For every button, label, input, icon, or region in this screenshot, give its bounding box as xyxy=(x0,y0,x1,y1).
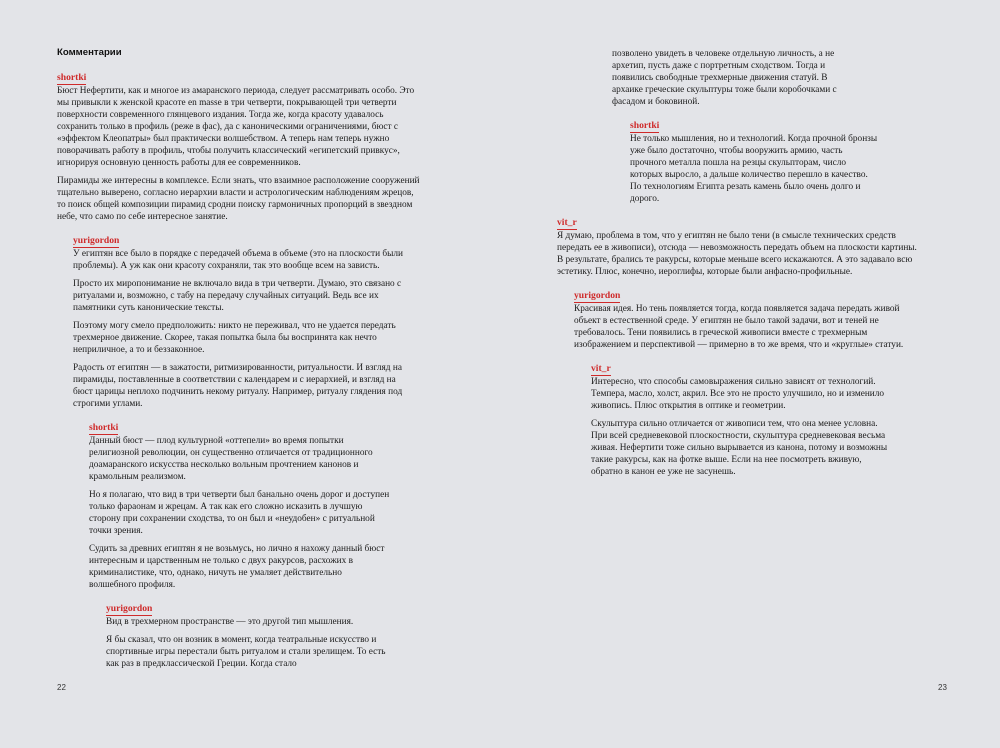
comment-paragraph: Радость от египтян — в зажатости, ритмизированности, ритуальности. И взгляд на пирамиды, поставленные в соответствии с календарем и с иерархией, и взгляд на бюст царицы неплохо подчинить некому ритуалу. Например, ритуалу глядения под строгими углами. xyxy=(73,363,403,409)
comment-paragraph: Но я полагаю, что вид в три четверти был банально очень дорог и доступен только фараонам и жрецам. А так как его сложно исказить в лучшую сторону при сохранении сходства, то он был и «неудобен» с ритуальной точки зрения. xyxy=(89,490,390,536)
right-page xyxy=(500,0,1000,748)
comment-paragraph: Поэтому могу смело предположить: никто не переживал, что не удается передать трехмерное движение. Скорее, такая попытка была бы воспринята как нечто неприличное, а то и беззаконное. xyxy=(73,321,396,355)
comment-author[interactable]: yurigordon xyxy=(106,603,153,614)
comment-paragraph: Я думаю, проблема в том, что у египтян не было тени (в смысле технических средств передать ее в живописи), отсюда — невозможность передать объем на плоскости картины. В результате, брались те ракурсы, которые меньше всего искажаются. А это задавало всю эстетику. Плюс, конечно, иероглифы, которые были анфасно-профильные. xyxy=(557,231,917,277)
comment xyxy=(557,217,920,278)
comment-author[interactable]: vit_r xyxy=(591,363,611,374)
right-column xyxy=(500,48,920,490)
page-number: 22 xyxy=(57,683,66,692)
comment-continuation xyxy=(612,48,860,108)
page-number: 23 xyxy=(938,683,947,692)
comment-reply xyxy=(630,120,880,205)
comment-reply xyxy=(106,603,390,670)
comment-paragraph: Судить за древних египтян я не возьмусь, но лично я нахожу данный бюст интересным и царственным не только с двух ракурсов, расхожих в криминалистике, что, однако, ничуть не умаляет действительно волшебного профиля. xyxy=(89,544,385,590)
comment-paragraph: Данный бюст — плод культурной «оттепели» во время попытки религиозной революции, он существенно отличается от традиционного доамаранского искусства несколько вольным прочтением канонов и крамольным реализмом. xyxy=(89,436,373,482)
comment-paragraph: Не только мышления, но и технологий. Когда прочной бронзы уже было достаточно, чтобы вооружить армию, часть прочного металла пошла на резцы скульпторам, число которых выросло, а дальше количество перешло в качество. По технологиям Египта резать камень было очень долго и дорого. xyxy=(630,134,878,204)
comment-author[interactable]: vit_r xyxy=(557,217,577,228)
comment-author[interactable]: shortki xyxy=(89,422,119,433)
comment xyxy=(57,72,420,223)
comment-author[interactable]: shortki xyxy=(57,72,87,83)
comment-paragraph: позволено увидеть в человеке отдельную личность, а не архетип, пусть даже с портретным сходством. Тогда и появились свободные трехмерные движения статуй. В архаике греческие скульптуры тоже были коробочками с фасадом и боковиной. xyxy=(612,49,837,107)
comment-reply xyxy=(591,363,890,478)
comment-paragraph: Интересно, что способы самовыражения сильно зависят от технологий. Темпера, масло, холст, акрил. Все это не просто улучшило, но и изменило живопись. Плюс открытия в оптике и геометрии. xyxy=(591,377,885,411)
left-column xyxy=(0,72,420,682)
section-heading: Комментарии xyxy=(57,47,122,58)
comment-paragraph: У египтян все было в порядке с передачей объема в объеме (это на плоскости были проблемы). А уж как они красоту сохраняли, так это вообще всем на зависть. xyxy=(73,249,403,271)
comment-reply xyxy=(89,422,390,591)
comment-paragraph: Скульптура сильно отличается от живописи тем, что она менее условна. При всей средневековой плоскостности, скульптура средневековая весьма живая. Нефертити тоже сильно вырывается из канона, потому и возможны такие ракурсы, как на фотке выше. Если на нее посмотреть вживую, обратно в канон ее уже не засунешь. xyxy=(591,419,888,477)
comment-paragraph: Просто их миропонимание не включало вида в три четверти. Думаю, это связано с ритуалами и, возможно, с табу на передачу случайных ситуаций. Ведь все их памятники суть канонические тексты. xyxy=(73,279,402,313)
comment-reply xyxy=(73,235,410,410)
comment-reply xyxy=(574,290,910,351)
comment-author[interactable]: yurigordon xyxy=(73,235,120,246)
comment-paragraph: Я бы сказал, что он возник в момент, когда театральные искусство и спортивные игры перестали быть ритуалом и стали зрелищем. То есть как раз в предклассической Греции. Когда стало xyxy=(106,635,386,669)
comment-paragraph: Пирамиды же интересны в комплексе. Если знать, что взаимное расположение сооружений тщательно выверено, согласно иерархии власти и астрологическим наблюдениям жрецов, то поиск общей композиции пирамид сродни поиску гармоничных пропорций в звездном небе, что само по себе интересное занятие. xyxy=(57,176,420,222)
comment-paragraph: Вид в трехмерном пространстве — это другой тип мышления. xyxy=(106,617,354,627)
comment-paragraph: Красивая идея. Но тень появляется тогда, когда появляется задача передать живой объект в естественной среде. У египтян не было такой задачи, вот и теней не требовалось. Тени появились в греческой живописи вместе с трехмерным изображением и перспективой — примерно в то же время, что и «круглые» статуи. xyxy=(574,304,904,350)
comment-author[interactable]: shortki xyxy=(630,120,660,131)
comment-paragraph: Бюст Нефертити, как и многое из амаранского периода, следует рассматривать особо. Это мы привыкли к женской красоте en masse в три четверти, покрывающей три четверти поверхности современного глянцевого издания. Тогда же, когда красоту удавалось сохранить только в профиль (реже в фас), да с каноническими ограничениями, бюст с «эффектом Клеопатры» был практически волшебством. А теперь нам теперь нужно поворачивать работу в профиль, чтобы получить классический «египетский привкус», игнорируя основную ценность работы для ее современников. xyxy=(57,86,415,168)
comment-author[interactable]: yurigordon xyxy=(574,290,621,301)
